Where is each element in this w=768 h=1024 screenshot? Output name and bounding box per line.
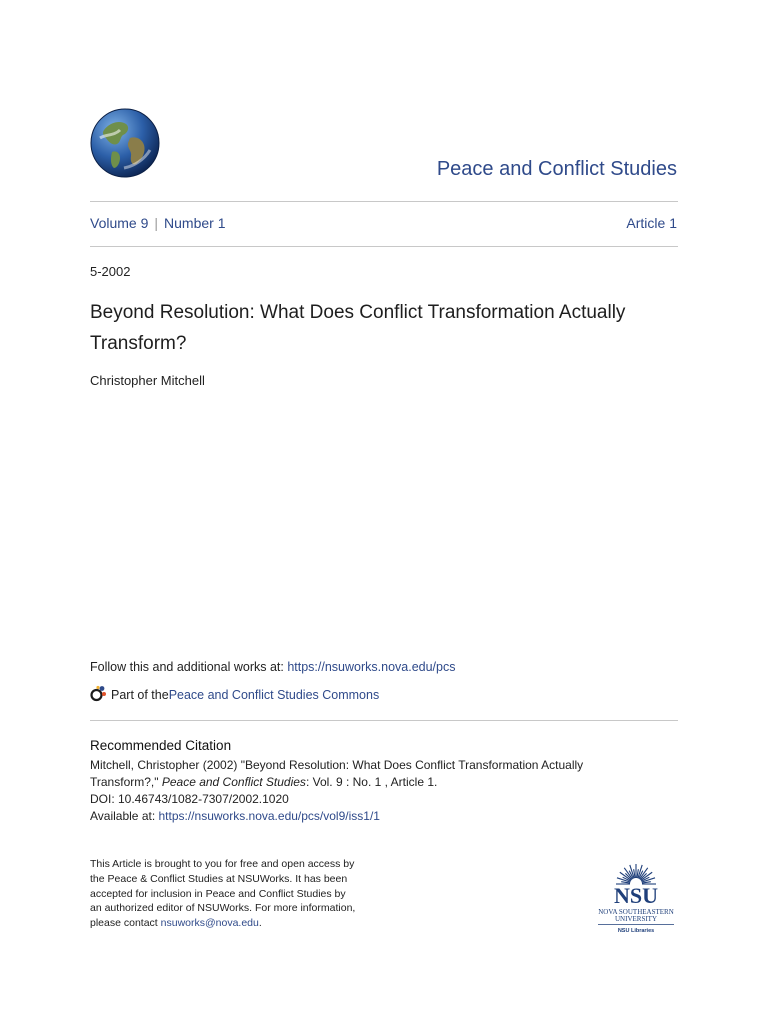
available-url-link[interactable]: https://nsuworks.nova.edu/pcs/vol9/iss1/1 <box>158 809 380 823</box>
issue-breadcrumb <box>90 215 225 231</box>
available-prefix: Available at: <box>90 809 159 823</box>
header-divider <box>90 201 678 202</box>
author-name: Christopher Mitchell <box>90 373 205 388</box>
follow-prefix: Follow this and additional works at: <box>90 660 288 674</box>
citation-line-2 <box>90 774 650 791</box>
part-of-prefix: Part of the <box>111 688 169 702</box>
nsu-libraries-logo <box>590 858 682 936</box>
part-of-line <box>90 685 379 705</box>
citation-volume: : Vol. 9 : No. 1 , Article 1. <box>305 775 438 789</box>
citation-title-end: Transform?," <box>90 775 162 789</box>
access-notice-line: the Peace & Conflict Studies at NSUWorks. It has been <box>90 872 348 885</box>
citation-doi: DOI: 10.46743/1082-7307/2002.1020 <box>90 792 289 806</box>
breadcrumb-separator: | <box>154 215 159 231</box>
citation-text <box>90 757 650 825</box>
access-notice-line: accepted for inclusion in Peace and Conflict Studies by <box>90 887 346 900</box>
citation-divider <box>90 720 678 721</box>
logo-abbr: NSU <box>613 883 659 908</box>
volume-link[interactable]: Volume 9 <box>90 215 149 231</box>
contact-email-link[interactable]: nsuworks@nova.edu <box>160 917 259 930</box>
access-notice-line: an authorized editor of NSUWorks. For more information, <box>90 902 356 915</box>
access-notice <box>90 857 390 931</box>
article-link[interactable]: Article 1 <box>626 215 677 231</box>
citation-journal: Peace and Conflict Studies <box>161 775 306 789</box>
issue-divider <box>90 246 678 247</box>
article-title: Beyond Resolution: What Does Conflict Transformation Actually Transform? <box>90 302 626 354</box>
citation-available <box>90 808 650 825</box>
logo-sub: NSU Libraries <box>617 928 655 934</box>
globe-icon <box>90 108 160 178</box>
citation-line-1: Mitchell, Christopher (2002) "Beyond Resolution: What Does Conflict Transformation Actually <box>90 758 584 772</box>
logo-name-line1: NOVA SOUTHEASTERN <box>598 908 674 916</box>
commons-network-icon <box>90 685 111 705</box>
access-notice-line: This Article is brought to you for free and open access by <box>90 858 355 870</box>
follow-line <box>90 660 455 674</box>
follow-url-link[interactable]: https://nsuworks.nova.edu/pcs <box>287 660 456 674</box>
logo-name-line2: UNIVERSITY <box>615 915 657 923</box>
publication-date: 5-2002 <box>90 264 131 279</box>
contact-prefix: please contact <box>90 917 161 930</box>
recommended-citation-heading: Recommended Citation <box>90 738 232 753</box>
number-link[interactable]: Number 1 <box>164 215 226 231</box>
contact-suffix: . <box>258 917 262 930</box>
commons-link[interactable]: Peace and Conflict Studies Commons <box>168 688 380 702</box>
access-notice-line <box>90 916 390 931</box>
journal-title-link[interactable]: Peace and Conflict Studies <box>436 158 677 180</box>
